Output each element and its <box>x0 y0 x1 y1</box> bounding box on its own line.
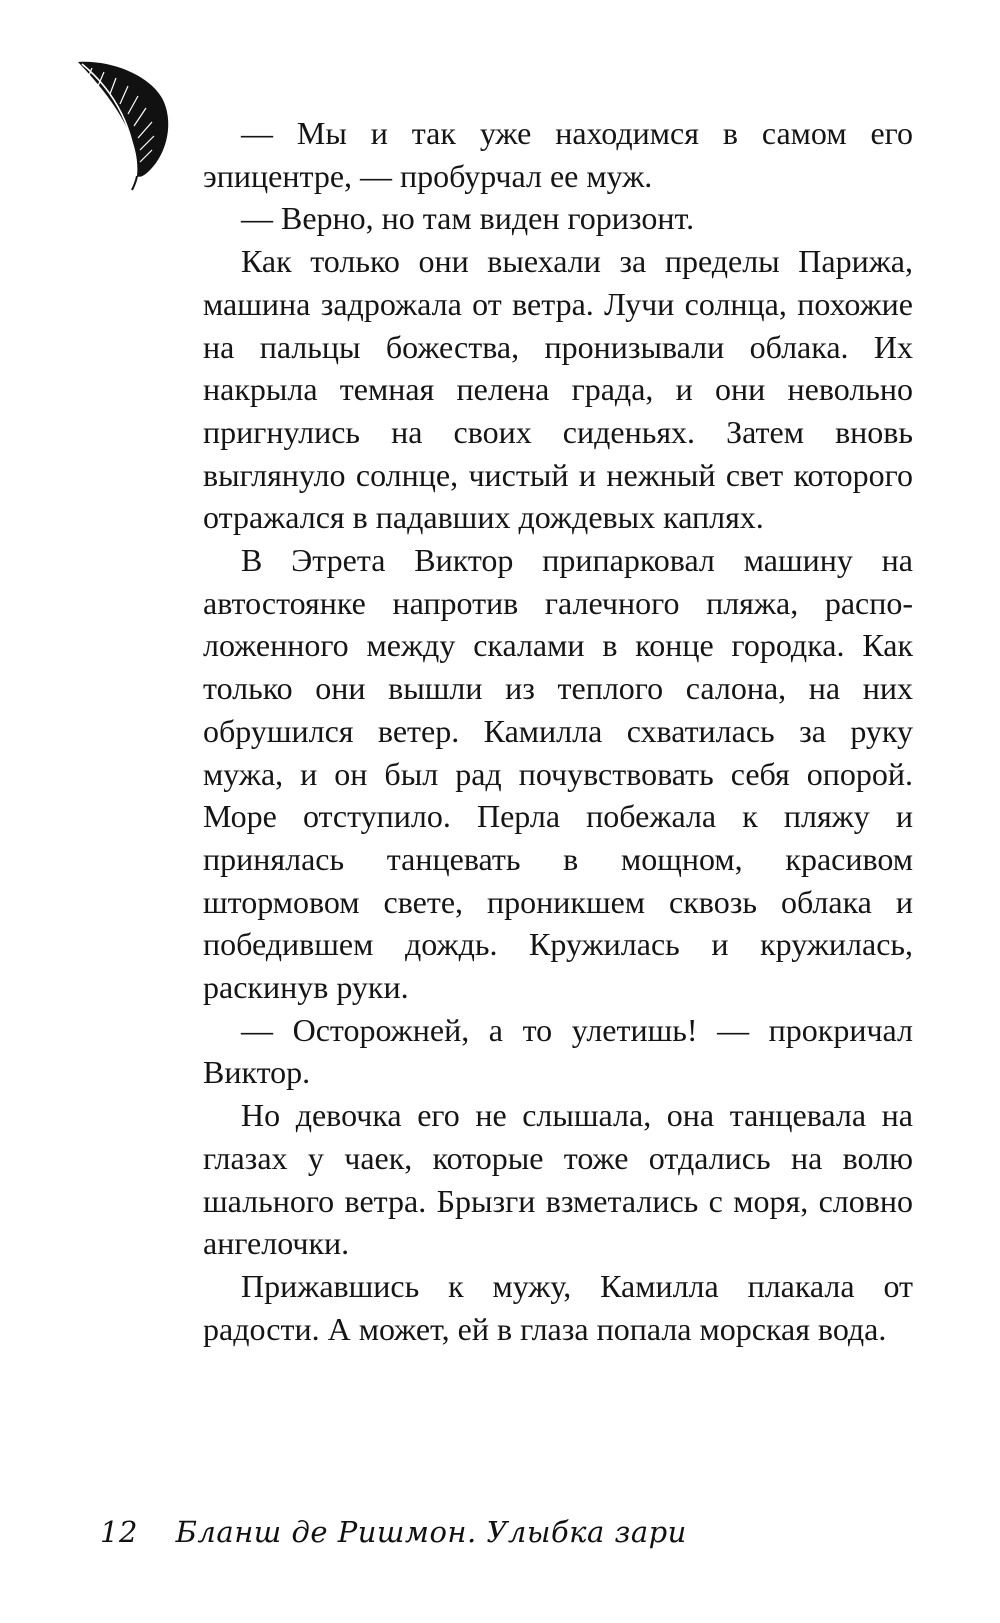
page-footer <box>100 1515 687 1549</box>
page-number: 12 <box>100 1515 138 1549</box>
body-text <box>203 112 913 1350</box>
paragraph: Как только они выехали за пределы Парижа, машина задрожала от ветра. Лучи солнца, похожие на пальцы божества, пронизывали облака. Их накрыла темная пелена града, и они невольно пригнулись на своих сиденьях. Затем вновь выглянуло солнце, чистый и нежный свет которого отражался в падавших дождевых каплях. <box>203 243 913 536</box>
paragraph: — Осторожней, а то улетишь! — прокричал Виктор. <box>203 1011 913 1091</box>
paragraph: Но девочка его не слышала, она танцевала на глазах у чаек, которые тоже отдались на волю шального ветра. Брызги взметались с моря, словно ангелочки. <box>203 1097 913 1262</box>
paragraph: В Этрета Виктор припарковал машину на автостоянке напротив галечного пляжа, расположенного между скалами в конце городка. Как только они вышли из теплого салона, на них обрушился ветер. Камилла схватилась за руку мужа, и он был рад почувствовать себя опорой. Море отступило. Перла побежала к пляжу и принялась танцевать в мощном, красивом штормовом свете, проникшем сквозь облака и победившем дождь. Кружилась и кружилась, раскинув руки. <box>203 542 913 1006</box>
running-title: Бланш де Ришмон. Улыбка зари <box>175 1515 687 1549</box>
paragraph: Прижавшись к мужу, Камилла плакала от радости. А может, ей в глаза попала морская вода. <box>203 1267 913 1347</box>
paragraph: — Мы и так уже находимся в самом его эпицентре, — пробурчал ее муж. <box>203 115 913 194</box>
paragraph: — Верно, но там виден горизонт. <box>241 200 695 237</box>
feather-icon <box>70 52 180 192</box>
